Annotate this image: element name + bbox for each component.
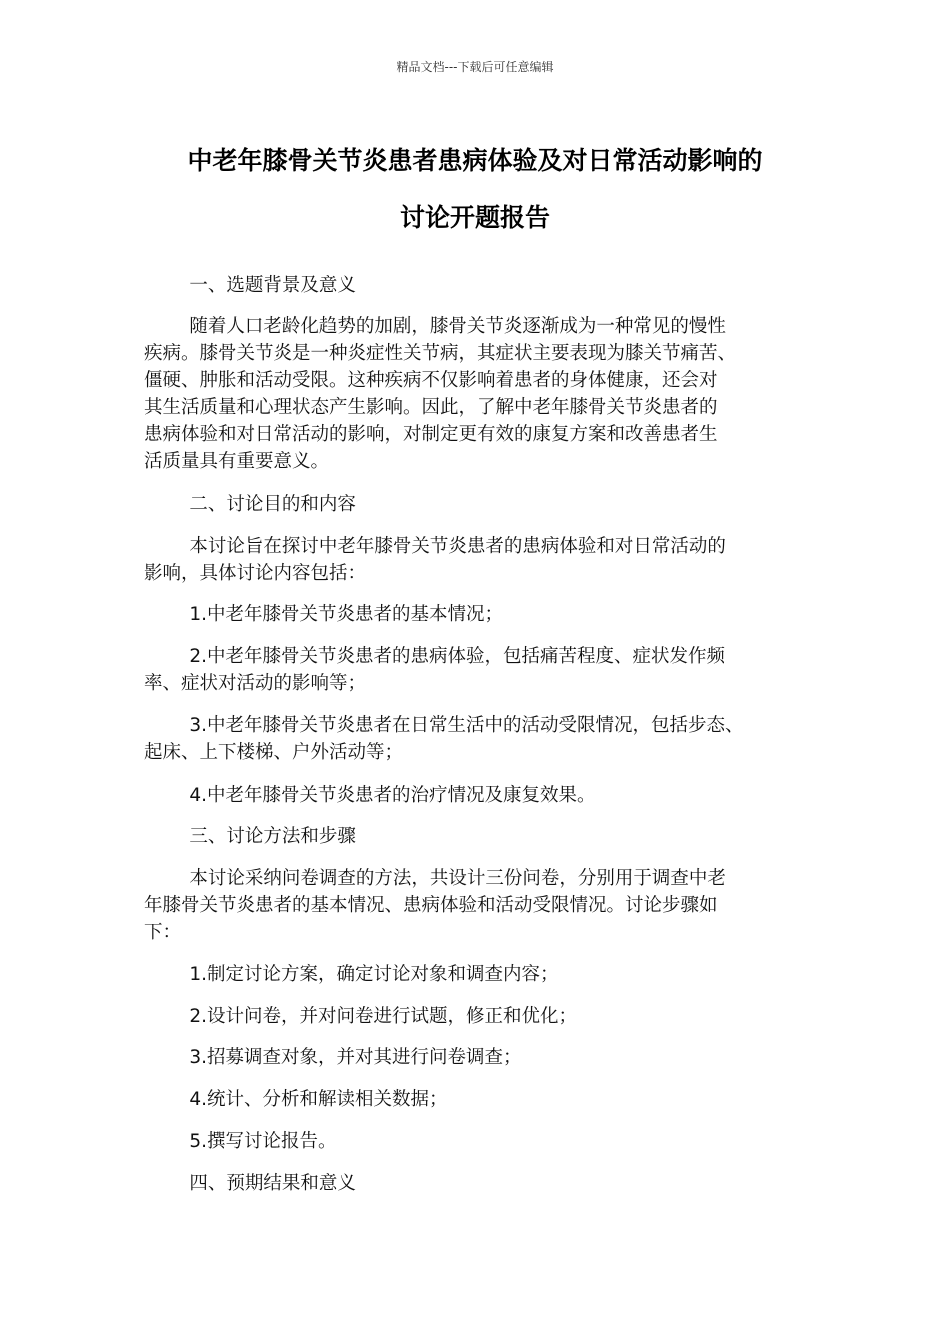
paragraph-method-cont (144, 892, 806, 946)
text-line: 随着人口老龄化趋势的加剧，膝骨关节炎逐渐成为一种常见的慢性 (189, 316, 726, 337)
list-item: 2.中老年膝骨关节炎患者的患病体验，包括痛苦程度、症状发作频 (189, 646, 725, 667)
text-line: 疾病。膝骨关节炎是一种炎症性关节病，其症状主要表现为膝关节痛苦、 (144, 343, 737, 364)
paragraph-purpose-cont (144, 560, 806, 587)
section-heading-4: 四、预期结果和意义 (189, 1173, 356, 1194)
list-item: 3.中老年膝骨关节炎患者在日常生活中的活动受限情况，包括步态、 (189, 715, 744, 736)
section-heading-2: 二、讨论目的和内容 (189, 494, 356, 515)
list-item: 4.中老年膝骨关节炎患者的治疗情况及康复效果。 (189, 785, 596, 806)
section-heading-1: 一、选题背景及意义 (189, 275, 356, 296)
title-line-1: 中老年膝骨关节炎患者患病体验及对日常活动影响的 (187, 146, 763, 175)
header-note: 精品文档---下载后可任意编辑 (396, 60, 554, 74)
list-item: 5.撰写讨论报告。 (189, 1131, 337, 1152)
text-line: 活质量具有重要意义。 (144, 451, 330, 472)
paragraph-purpose (144, 533, 806, 560)
text-line: 本讨论采纳问卷调查的方法，共设计三份问卷，分别用于调查中老 (189, 868, 726, 889)
text-line: 本讨论旨在探讨中老年膝骨关节炎患者的患病体验和对日常活动的 (189, 536, 726, 557)
document-title (120, 132, 830, 246)
list-item-cont: 率、症状对活动的影响等； (144, 673, 367, 694)
text-line: 其生活质量和心理状态产生影响。因此，了解中老年膝骨关节炎患者的 (144, 397, 718, 418)
title-line-2: 讨论开题报告 (399, 203, 550, 232)
list-item: 3.招募调查对象，并对其进行问卷调查； (189, 1047, 522, 1068)
text-line: 患病体验和对日常活动的影响，对制定更有效的康复方案和改善患者生 (144, 424, 718, 445)
text-line: 影响，具体讨论内容包括： (144, 563, 367, 584)
text-line: 年膝骨关节炎患者的基本情况、患病体验和活动受限情况。讨论步骤如 (144, 895, 718, 916)
list-item: 1.中老年膝骨关节炎患者的基本情况； (189, 604, 503, 625)
paragraph-method (144, 865, 806, 892)
list-item: 1.制定讨论方案，确定讨论对象和调查内容； (189, 964, 559, 985)
list-item: 4.统计、分析和解读相关数据； (189, 1089, 448, 1110)
list-item-cont: 起床、上下楼梯、户外活动等； (144, 742, 404, 763)
paragraph-background (144, 313, 806, 340)
list-item: 2.设计问卷，并对问卷进行试题，修正和优化； (189, 1006, 577, 1027)
text-line: 下： (144, 922, 182, 943)
section-heading-3: 三、讨论方法和步骤 (189, 826, 356, 847)
text-line: 僵硬、肿胀和活动受限。这种疾病不仅影响着患者的身体健康，还会对 (144, 370, 718, 391)
paragraph-background-cont (144, 340, 806, 475)
